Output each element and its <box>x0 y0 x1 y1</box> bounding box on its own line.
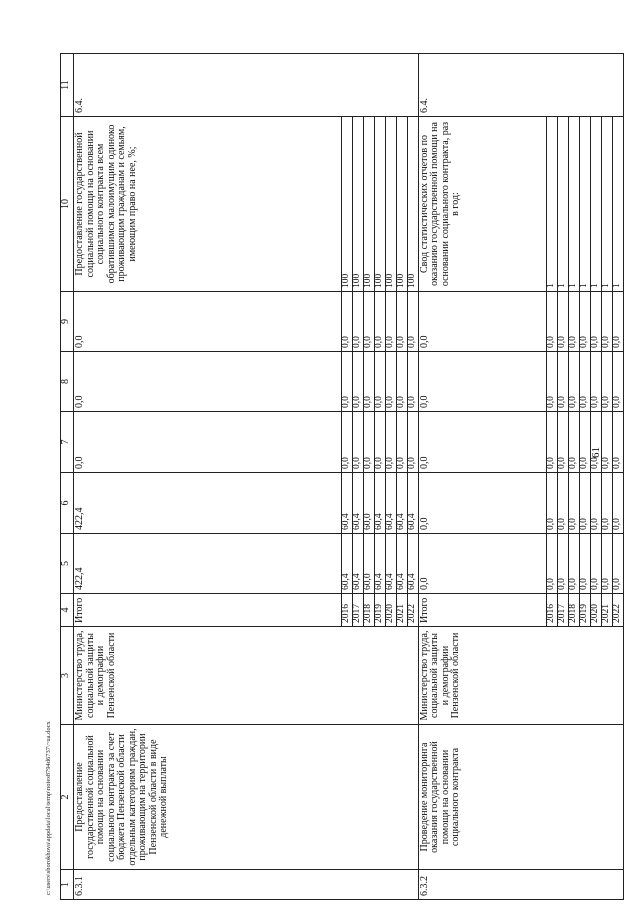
year-value: 0,0 <box>568 473 579 534</box>
year: 2021 <box>396 594 407 627</box>
total-value: 0,0 <box>418 352 546 412</box>
column-number-row <box>61 54 74 900</box>
col-header: 7 <box>61 412 74 473</box>
year-value: 0,0 <box>568 352 579 412</box>
table-row <box>74 54 342 900</box>
year-value: 0,0 <box>601 352 612 412</box>
year-value: 60,4 <box>342 534 353 594</box>
total-value: 0,0 <box>418 473 546 534</box>
year-value: 0,0 <box>601 412 612 473</box>
year: 2020 <box>385 594 396 627</box>
year-value: 0,0 <box>407 412 418 473</box>
year-value: 60,4 <box>407 473 418 534</box>
year: 2018 <box>363 594 374 627</box>
col-header: 4 <box>61 594 74 627</box>
year-value: 1 <box>590 117 601 292</box>
total-value: 0,0 <box>74 292 342 352</box>
col-header: 5 <box>61 534 74 594</box>
year-value: 60,4 <box>374 473 385 534</box>
year-value: 0,0 <box>557 292 568 352</box>
year-value: 0,0 <box>601 292 612 352</box>
col-header: 3 <box>61 627 74 725</box>
year-value: 60,4 <box>407 534 418 594</box>
col-header: 1 <box>61 870 74 900</box>
year-value: 0,0 <box>590 534 601 594</box>
year: 2017 <box>352 594 363 627</box>
year-value: 0,0 <box>579 473 590 534</box>
year-value: 0,0 <box>385 292 396 352</box>
target-ref: 6.4. <box>418 54 623 117</box>
event-name: Предоставление государственной социальной помощи на основании социального контракта за счет бюджета Пензенской области отдельным категориям граждан, проживающим на территории Пензенской области в виде денежной выплаты <box>74 725 419 870</box>
year-value: 1 <box>557 117 568 292</box>
year-value: 0,0 <box>579 292 590 352</box>
year-value: 100 <box>342 117 353 292</box>
year-value: 0,0 <box>342 352 353 412</box>
year-value: 0,0 <box>385 412 396 473</box>
year-value: 0,0 <box>385 352 396 412</box>
year: 2016 <box>546 594 557 627</box>
total-value: 0,0 <box>418 534 546 594</box>
year-value: 0,0 <box>396 292 407 352</box>
row-number: 6.3.1 <box>74 870 419 900</box>
year-value: 1 <box>601 117 612 292</box>
year-value: 0,0 <box>612 412 623 473</box>
year-value: 0,0 <box>590 292 601 352</box>
year-value: 0,0 <box>407 292 418 352</box>
year-value: 100 <box>396 117 407 292</box>
year-value: 0,0 <box>568 534 579 594</box>
year-value: 1 <box>546 117 557 292</box>
year-value: 0,0 <box>579 412 590 473</box>
year-value: 0,0 <box>557 352 568 412</box>
total-value: 422,4 <box>74 473 342 534</box>
year-value: 0,0 <box>568 292 579 352</box>
year-value: 0,0 <box>546 292 557 352</box>
total-label: Итого <box>74 594 342 627</box>
target-ref: 6.4. <box>74 54 419 117</box>
executor: Министерство труда, социальной защиты и демографии Пензенской области <box>418 627 623 725</box>
year-value: 0,0 <box>407 352 418 412</box>
year-value: 0,0 <box>568 412 579 473</box>
year: 2020 <box>590 594 601 627</box>
year-value: 60,4 <box>385 473 396 534</box>
col-header: 6 <box>61 473 74 534</box>
year-value: 0,0 <box>546 412 557 473</box>
indicator-text: Свод статистических отчетов по оказанию государственной помощи на основании социального контракта, раз в год: <box>418 117 546 292</box>
executor: Министерство труда, социальной защиты и демографии Пензенской области <box>74 627 419 725</box>
year-value: 60,4 <box>374 534 385 594</box>
year-value: 60,0 <box>363 534 374 594</box>
year-value: 60,4 <box>342 473 353 534</box>
year-value: 0,0 <box>546 534 557 594</box>
year-value: 0,0 <box>352 412 363 473</box>
year: 2018 <box>568 594 579 627</box>
year-value: 0,0 <box>579 534 590 594</box>
year-value: 0,0 <box>546 352 557 412</box>
year-value: 60,4 <box>352 473 363 534</box>
year-value: 60,0 <box>363 473 374 534</box>
year-value: 0,0 <box>342 292 353 352</box>
year-value: 60,4 <box>385 534 396 594</box>
year: 2016 <box>342 594 353 627</box>
year: 2019 <box>579 594 590 627</box>
event-name: Проведение мониторинга оказания государственной помощи на основании социального контракта <box>418 725 623 870</box>
year-value: 0,0 <box>352 292 363 352</box>
year-value: 0,0 <box>546 473 557 534</box>
year-value: 1 <box>612 117 623 292</box>
year-value: 0,0 <box>363 352 374 412</box>
year-value: 0,0 <box>363 292 374 352</box>
year-value: 100 <box>407 117 418 292</box>
year-value: 0,0 <box>374 292 385 352</box>
year-value: 100 <box>363 117 374 292</box>
col-header: 11 <box>61 54 74 117</box>
year-value: 0,0 <box>396 412 407 473</box>
col-header: 8 <box>61 352 74 412</box>
year-value: 100 <box>374 117 385 292</box>
year-value: 0,0 <box>579 352 590 412</box>
year: 2017 <box>557 594 568 627</box>
year-value: 60,4 <box>396 473 407 534</box>
year: 2022 <box>612 594 623 627</box>
year: 2021 <box>601 594 612 627</box>
year-value: 0,0 <box>601 473 612 534</box>
total-value: 422,4 <box>74 534 342 594</box>
year-value: 0,0 <box>557 473 568 534</box>
page-number: 61 <box>590 447 602 458</box>
col-header: 2 <box>61 725 74 870</box>
year-value: 0,0 <box>352 352 363 412</box>
year-value: 0,0 <box>557 534 568 594</box>
year-value: 0,0 <box>363 412 374 473</box>
year-value: 0,0 <box>612 292 623 352</box>
total-value: 0,0 <box>74 352 342 412</box>
total-value: 0,0 <box>74 412 342 473</box>
year-value: 0,0 <box>590 473 601 534</box>
indicator-text: Предоставление государственной социальной помощи на основании социального контракта всем обратившимся малоимущим одиноко проживающим гражданам и семьям, имеющим право на нее, %; <box>74 117 342 292</box>
total-label: Итого <box>418 594 546 627</box>
row-number: 6.3.2 <box>418 870 623 900</box>
year-value: 0,0 <box>612 473 623 534</box>
year-value: 0,0 <box>612 352 623 412</box>
year-value: 60,4 <box>396 534 407 594</box>
year-value: 0,0 <box>342 412 353 473</box>
year: 2022 <box>407 594 418 627</box>
col-header: 10 <box>61 117 74 292</box>
col-header: 9 <box>61 292 74 352</box>
year-value: 0,0 <box>601 534 612 594</box>
year-value: 0,0 <box>374 412 385 473</box>
year-value: 0,0 <box>396 352 407 412</box>
year-value: 100 <box>352 117 363 292</box>
table-row <box>418 54 546 900</box>
total-value: 0,0 <box>418 412 546 473</box>
footer-file-path: c:\users\shorokhova\appdata\local\temp\notes8794d6737\~ua.docx <box>45 721 52 895</box>
year-value: 0,0 <box>612 534 623 594</box>
program-table <box>60 53 624 900</box>
total-value: 0,0 <box>418 292 546 352</box>
year-value: 100 <box>385 117 396 292</box>
year-value: 0,0 <box>590 352 601 412</box>
year-value: 0,0 <box>374 352 385 412</box>
year-value: 0,0 <box>557 412 568 473</box>
year: 2019 <box>374 594 385 627</box>
year-value: 1 <box>568 117 579 292</box>
year-value: 60,4 <box>352 534 363 594</box>
year-value: 1 <box>579 117 590 292</box>
year-value: 0,0 <box>590 412 601 473</box>
